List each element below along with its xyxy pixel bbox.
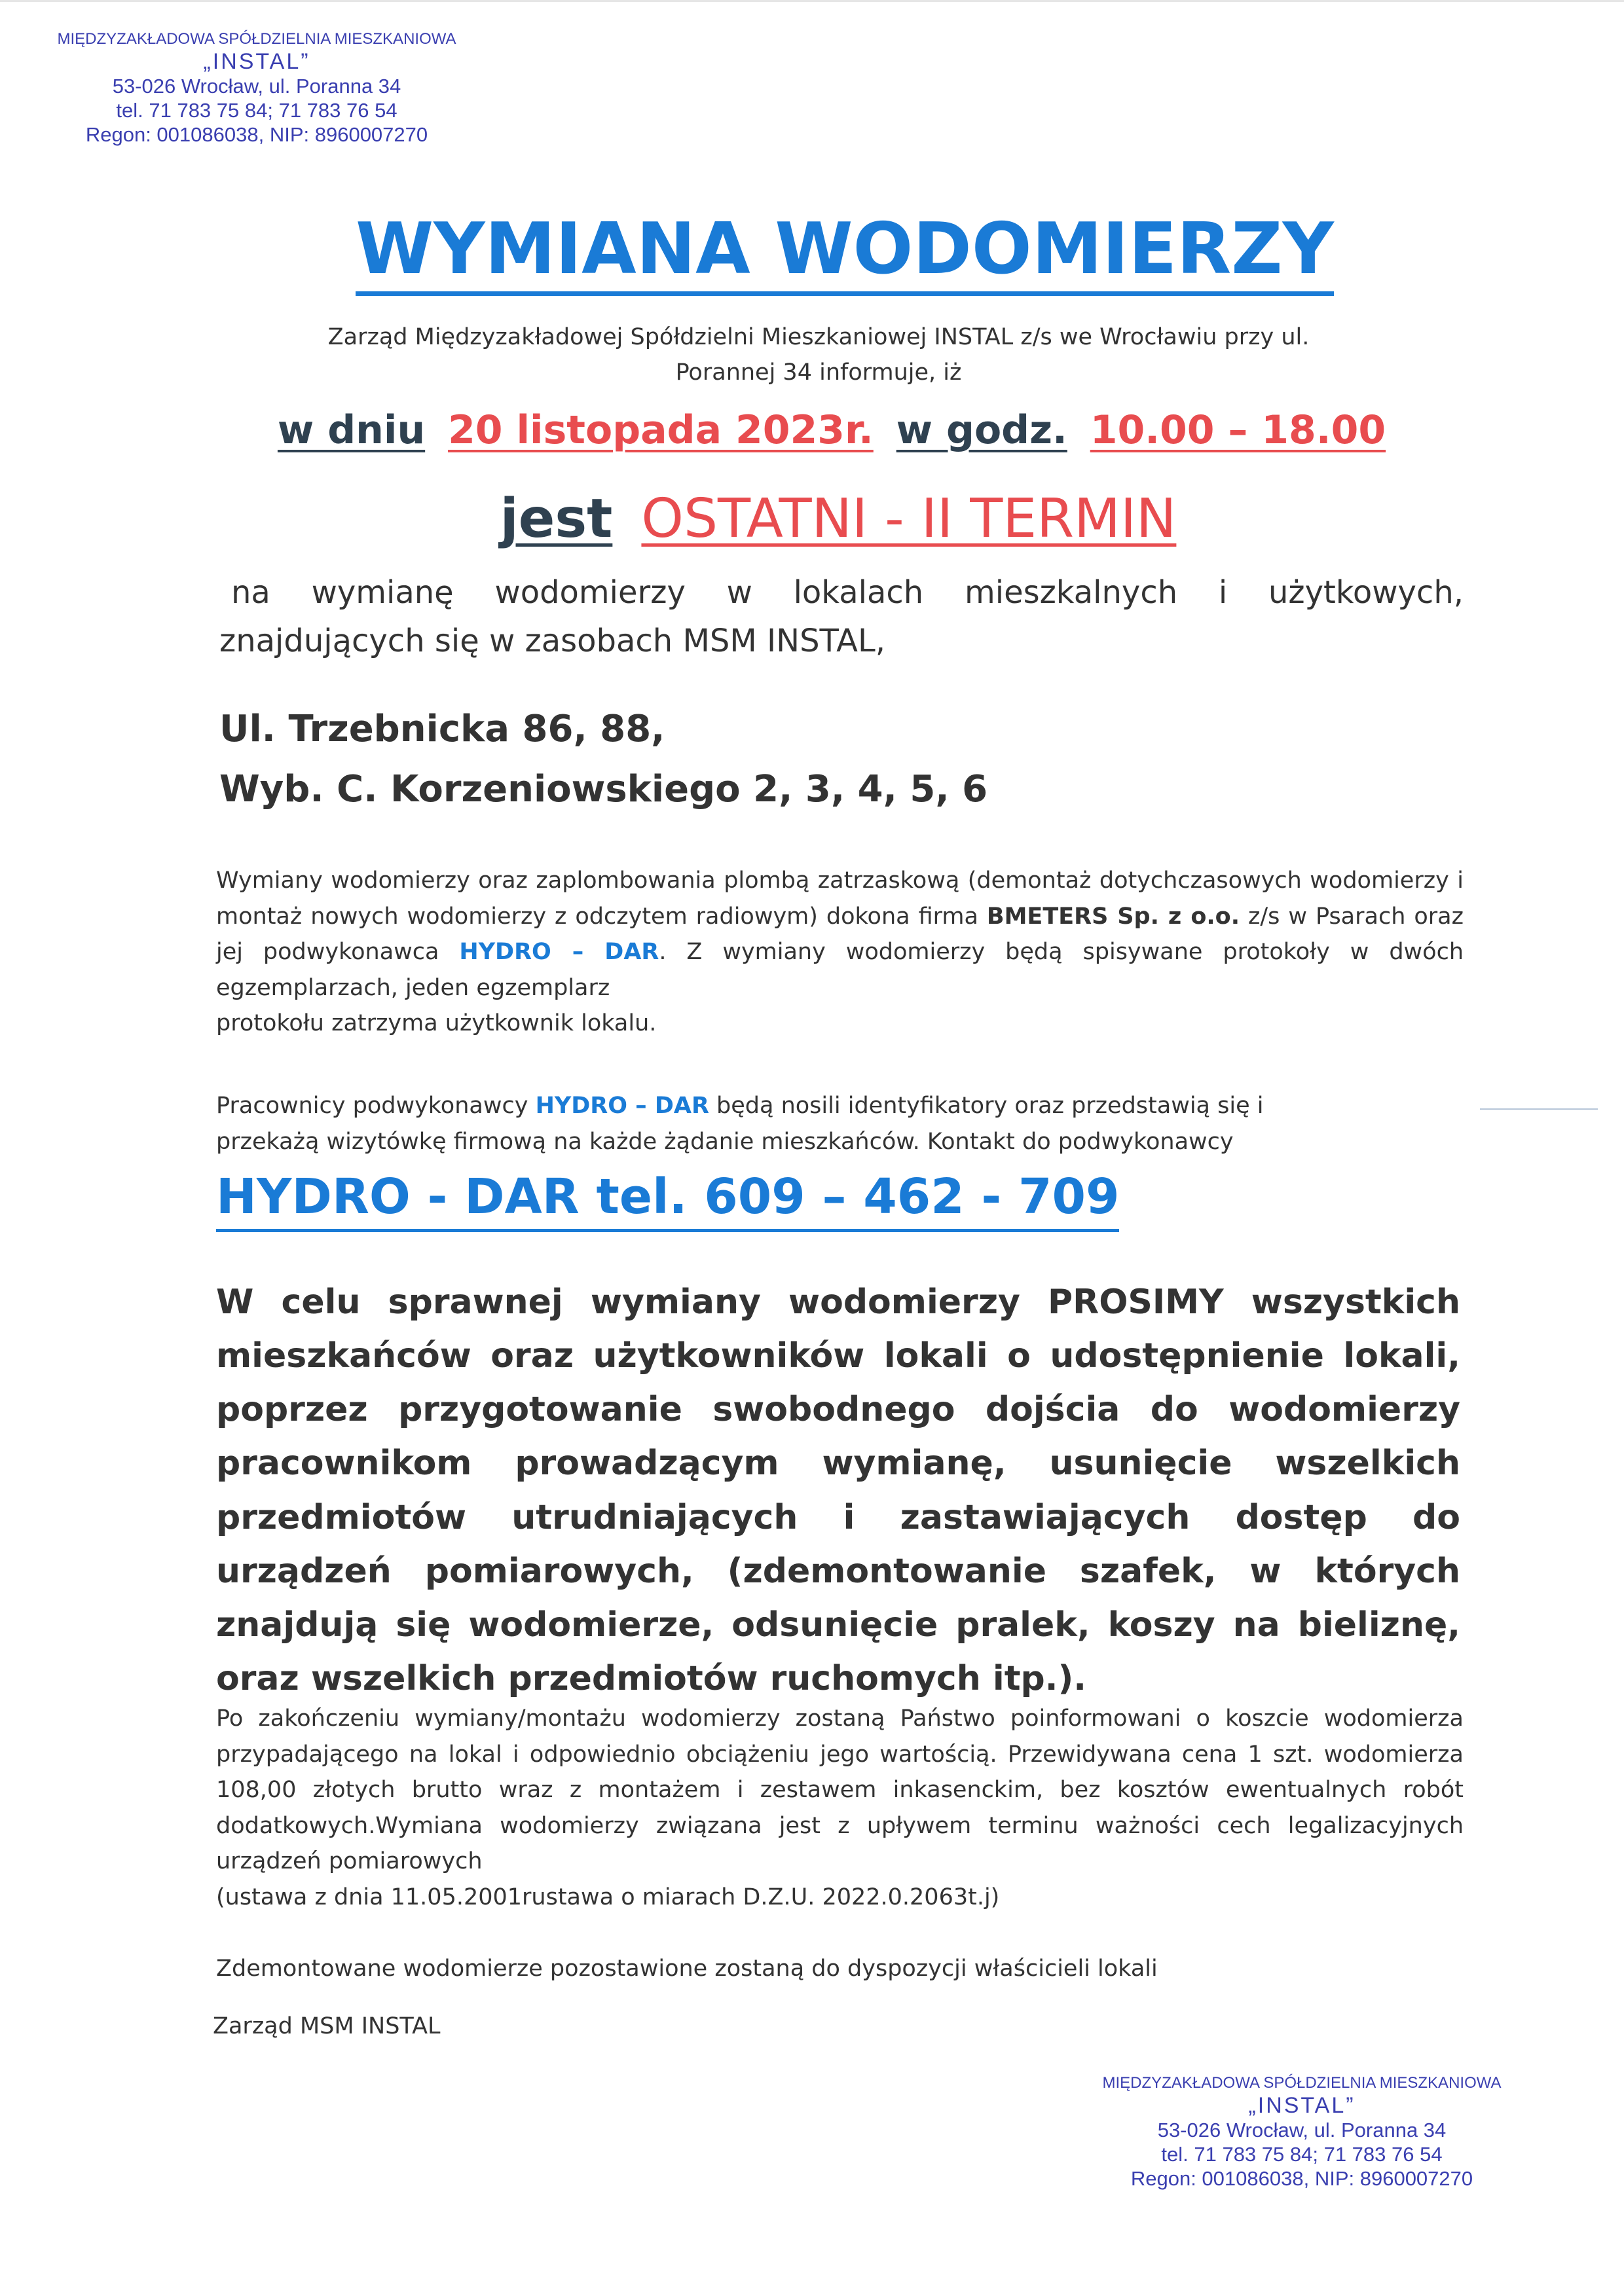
stamp-line: „INSTAL” [203, 49, 310, 75]
paragraph-text: będą nosili identyfikatory oraz przedstawią się i [709, 1093, 1264, 1119]
contact-phone: HYDRO - DAR tel. 609 – 462 - 709 [216, 1169, 1119, 1232]
paragraph-last-line: protokołu zatrzyma użytkownik lokalu. [216, 1010, 657, 1037]
page-title [314, 208, 1375, 290]
paragraph-contractor [216, 863, 1464, 1042]
termin-prefix: jest [500, 488, 613, 550]
termin-line [367, 488, 1310, 550]
contact-line [216, 1169, 1119, 1225]
address-item: Wyb. C. Korzeniowskiego 2, 3, 4, 5, 6 [219, 768, 988, 811]
lead-text [219, 568, 1464, 666]
intro-line: Porannej 34 informuje, iż [675, 359, 962, 386]
scan-top-edge [0, 0, 1624, 2]
lead-line: znajdujących się w zasobach MSM INSTAL, [219, 623, 885, 660]
scan-artifact-line [1480, 1108, 1598, 1110]
paragraph-workers [216, 1088, 1464, 1159]
signature: Zarząd MSM INSTAL [213, 2013, 441, 2039]
stamp-top [34, 30, 479, 147]
stamp-line: Regon: 001086038, NIP: 8960007270 [1130, 2166, 1473, 2190]
hours-prefix: w godz. [896, 407, 1067, 453]
hours-value: 10.00 – 18.00 [1090, 407, 1386, 453]
address-list [219, 699, 987, 820]
termin-value: OSTATNI - II TERMIN [641, 488, 1177, 550]
lead-line: na wymianę wodomierzy w lokalach mieszkalnych i użytkowych, [231, 574, 1464, 611]
stamp-line: MIĘDZYZAKŁADOWA SPÓŁDZIELNIA MIESZKANIOWA [57, 30, 456, 48]
paragraph-last-line: (ustawa z dnia 11.05.2001rustawa o miarach D.Z.U. 2022.0.2063t.j) [216, 1884, 1000, 1910]
paragraph-disposal: Zdemontowane wodomierze pozostawione zostaną do dyspozycji właścicieli lokali [216, 1956, 1158, 1982]
request-paragraph: W celu sprawnej wymiany wodomierzy PROSIMY wszystkich mieszkańców oraz użytkowników lokali o udostępnienie lokali, poprzez przygotowanie swobodnego dojścia do wodomierzy pracownikom prowadzącym wymianę, usunięcie wszelkich przedmiotów utrudniających i zastawiających dostęp do urządzeń pomiarowych, (zdemontowanie szafek, w których znajdują się wodomierze, odsunięcie pralek, koszy na bieliznę, oraz wszelkich przedmiotów ruchomych itp.). [216, 1283, 1460, 1699]
paragraph-text: Wymiany wodomierzy oraz zaplombowania plombą zatrzaskową (demontaż dotychczasowych wodomierzy i montaż nowych wodomierzy z odczytem radiowym) dokona firma [216, 867, 1464, 930]
paragraph-text: Pracownicy podwykonawcy [216, 1093, 536, 1119]
date-prefix: w dniu [277, 407, 426, 453]
stamp-bottom [1079, 2074, 1524, 2191]
intro [216, 319, 1421, 391]
page-title-text: WYMIANA WODOMIERZY [356, 208, 1334, 296]
paragraph-cost [216, 1701, 1464, 1916]
address-item: Ul. Trzebnicka 86, 88, [219, 708, 665, 750]
intro-line: Zarząd Międzyzakładowej Spółdzielni Mieszkaniowej INSTAL z/s we Wrocławiu przy ul. [327, 324, 1310, 350]
stamp-line: MIĘDZYZAKŁADOWA SPÓŁDZIELNIA MIESZKANIOWA [1102, 2074, 1502, 2092]
date-line [216, 407, 1447, 453]
subcontractor-name: HYDRO – DAR [459, 939, 659, 966]
stamp-line: 53-026 Wrocław, ul. Poranna 34 [1157, 2119, 1447, 2142]
paragraph-text: . Z wymiany wodomierzy będą spisywane protokoły w dwóch egzemplarzach, jeden egzemplarz [216, 939, 1464, 1001]
paragraph-text: z/s w Psarach oraz jej podwykonawca [216, 903, 1464, 966]
paragraph-line: przekażą wizytówkę firmową na każde żądanie mieszkańców. Kontakt do podwykonawcy [216, 1128, 1234, 1155]
date-value: 20 listopada 2023r. [448, 407, 874, 453]
stamp-line: Regon: 001086038, NIP: 8960007270 [85, 122, 428, 146]
stamp-line: „INSTAL” [1248, 2093, 1356, 2119]
stamp-line: 53-026 Wrocław, ul. Poranna 34 [112, 75, 401, 98]
paragraph-text: Po zakończeniu wymiany/montażu wodomierzy zostaną Państwo poinformowani o koszcie wodomierza przypadającego na lokal i odpowiednio obciążeniu jego wartością. Przewidywana cena 1 szt. wodomierza 108,00 złotych brutto wraz z montażem i zestawem inkasenckim, bez kosztów ewentualnych robót dodatkowych.Wymiana wodomierzy związana jest z upływem terminu ważności cech legalizacyjnych urządzeń pomiarowych [216, 1705, 1464, 1875]
company-name: BMETERS Sp. z o.o. [986, 903, 1240, 930]
stamp-line: tel. 71 783 75 84; 71 783 76 54 [116, 99, 397, 122]
stamp-line: tel. 71 783 75 84; 71 783 76 54 [1161, 2143, 1443, 2166]
subcontractor-name: HYDRO – DAR [535, 1093, 709, 1119]
